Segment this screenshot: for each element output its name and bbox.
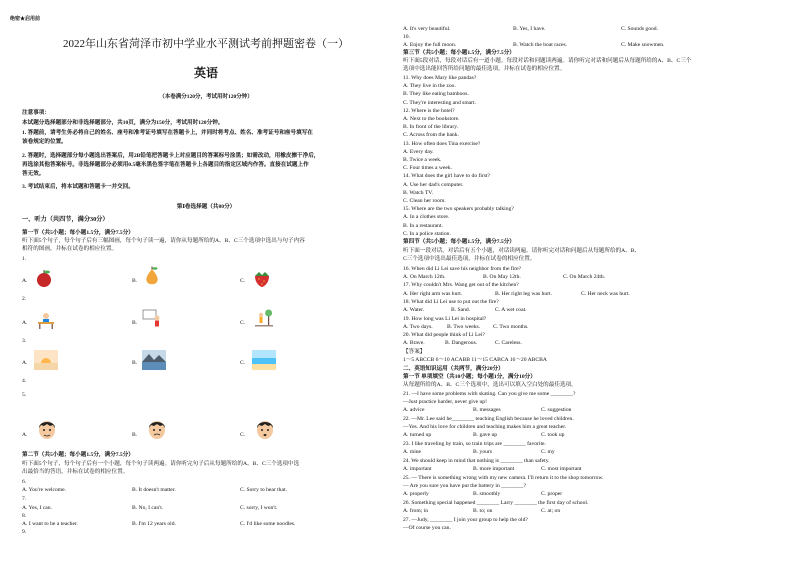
option-line: B. They like eating bamboos. [403,91,469,98]
option-letter: C. [240,360,246,366]
option-line: C. In a police station. [403,230,451,237]
option-b: B. messages [473,407,501,413]
question-number: 10. [403,34,410,40]
option-a: A. mine [403,449,422,455]
sec1-intro: 相符的图画，并标在试卷的相应位置。 [22,246,118,252]
sec1-heading: 第一节（共5小题；每小题1.5分，满分7.5分） [22,230,134,236]
option-c: C. suggestion [541,407,572,413]
question-text: 16. When did Li Lei save his neighbor from the fire? [403,266,522,272]
option-c: C. Careless. [495,340,522,346]
listening-heading: 一、听力（共四节，满分30分） [22,216,109,223]
question-text: —Of course you can. [403,525,451,531]
question-text: —Yes. And his love for children and teaching makes him a great teacher. [403,424,567,430]
option-letter: C. [240,278,246,284]
answer-key: 1～5 ABCCB 6～10 ACABB 11～15 CABCA 16～20 ABCBA [403,357,547,363]
note-line: 该卷规定的位置。 [22,139,67,145]
option-a: A. Her right arm was hurt. [403,291,463,297]
sec3-intro: 听下面5段对话，每段对话后有一道小题。每段对话和问题读两遍。请你听完对话和问题后从每题所给的A、B、C三个 [403,58,692,64]
option-b: B. Yes, I have. [513,26,546,32]
option-b: B. yours [473,449,492,455]
option-b: B. On May 12th. [483,274,521,280]
question-text: 13. How often does Tina exercise? [403,140,481,147]
sec4-heading: 第四节（共5小题；每小题1.5分，满分7.5分） [403,239,515,245]
option-c: C. A wet coat. [495,307,527,313]
option-b: B. Watch the boat races. [513,42,568,48]
question-number: 1. [22,256,27,262]
option-a: A. important [403,466,432,472]
note-line: 再选涂其他答案标号。非选择题部分必须用0.5毫米黑色签字笔在答题卡上各题目的指定区域内作答。直接在试题上作 [22,162,309,168]
sec3-heading: 第三节（共5小题；每小题1.5分，满分7.5分） [403,50,515,56]
sec4-intro: C三个选项中选出最佳选项，并标在试卷的相应位置。 [403,256,536,262]
option-b: B. It doesn't matter. [132,487,176,493]
question-text: 27. —Judy, ________ I join your group to help the old? [403,517,528,523]
question-text: 14. What does the girl have to do first? [403,173,491,180]
question-text: —Just practice harder, never give up! [403,399,487,405]
secret-label: 绝密★启用前 [10,17,41,22]
sec2-heading: 第二节（共5小题；每小题1.5分，满分7.5分） [22,452,134,458]
boy-face-icon [254,418,276,442]
question-number: 8. [22,513,27,519]
option-c: C. took up [541,432,565,438]
option-a: A. advice [403,407,425,413]
option-line: B. In a restaurant. [403,222,443,229]
question-text: 26. Something special happened ________ Larry ________ the first day of school. [403,500,589,506]
option-c: C. most important [541,466,582,472]
sunrise-icon [34,350,58,370]
subject-title: 英语 [193,66,218,80]
option-b: B. smoothly [473,491,501,497]
option-a: A. Two days. [403,324,433,330]
option-letter: A. [22,360,28,366]
strawberry-icon [252,268,272,288]
sec3-intro: 选项中选出能回答所给问题的最佳选项，并标在试卷的相应位置。 [403,66,566,72]
question-text: 21. —I have some problems with skating. Can you give me some ________? [403,391,576,397]
option-a: A. turned up [403,432,432,438]
sec2-intro: 听下面5个句子，每个句子后有一个小题，每个句子读两遍。请你听完句子后从每题所给的A、B、C三个选项中选 [22,461,300,467]
sec2-intro: 出最恰当的答语，并标在试卷的相应位置。 [22,469,129,475]
question-number: 5. [22,392,27,398]
option-b: B. Sand. [451,307,471,313]
option-letter: B. [132,320,138,326]
option-letter: A. [22,432,28,438]
option-c: C. Two months. [493,324,529,330]
option-line: C. Clean her room. [403,198,446,204]
section-heading: 二、英语知识运用（共两节，满分20分） [403,366,504,372]
boy-face-icon [146,418,168,442]
option-c: C. at; on [541,508,561,514]
option-letter: A. [22,320,28,326]
option-line: B. Twice a week. [403,157,442,163]
option-a: A. On March 12th. [403,274,446,280]
note-line: 答无效。 [22,171,45,177]
question-number: 2. [22,296,27,302]
teacher-board-icon [142,308,162,328]
pear-icon [142,266,162,286]
option-c: C. Sounds good. [621,26,658,32]
question-number: 4. [22,378,27,384]
question-text: 20. What did people think of Li Lei? [403,332,485,338]
question-number: 7. [22,496,27,502]
question-text: 24. We should keep in mind that nothing is ________ than safety. [403,458,550,464]
option-b: B. Her right leg was hurt. [495,291,553,297]
option-letter: A. [22,278,28,284]
option-c: C. I'd like some noodles. [240,521,296,527]
option-line: B. Watch TV. [403,189,434,196]
sec4-intro: 听下面一段对话，对话后有五个小题，对话读两遍。请你听完对话和问题后从每题所给的A、B、 [403,248,641,254]
option-letter: B. [132,360,138,366]
part1-title: 第Ⅰ卷选择题（共80分） [176,204,236,210]
question-text: — Are you sure you have put the battery in ________? [403,483,527,489]
option-line: C. Four times a week. [403,165,453,172]
option-c: C. my [541,449,555,455]
option-a: A. Yes, I can. [22,505,52,511]
sub1-heading: 第一节 单项填空（共10小题；每小题1分，满分10分） [403,374,536,380]
question-text: 25. — There is something wrong with my new camera. I'll return it to the shop tomorrow. [403,475,604,481]
option-b: B. gave up [473,432,498,438]
note-line: 1. 答题前，请考生务必将自己的姓名、座号和准考证号填写在答题卡上，并同时将考点、姓名、准考证号和座号填写在 [22,130,313,136]
option-letter: C. [240,432,246,438]
option-line: A. Next to the bookstore. [403,116,460,122]
question-number: 3. [22,338,27,344]
option-c: C. proper [541,491,563,497]
answer-label: 【答案】 [403,349,426,355]
question-text: 22. —Mr. Lee said he________ teaching English because he loved children. [403,416,574,422]
option-b: B. more important [473,466,515,472]
option-c: C. sorry, I won't. [240,505,278,511]
option-letter: B. [132,278,138,284]
question-text: 23. I like traveling by train, so train trips are ________ favorite. [403,441,546,447]
option-line: A. In a clothes store. [403,214,450,221]
sub1-intro: 从每题所给的A、B、C三个选项中，选出可以填入空白处的最佳选项。 [403,382,577,388]
question-text: 11. Why does Mary like pandas? [403,75,477,81]
option-line: A. Every day. [403,148,434,155]
mountain-lake-icon [142,350,166,370]
planting-tree-icon [254,308,274,328]
notes-heading: 注意事项： [22,110,50,116]
option-a: A. properly [403,491,429,497]
option-a: A. It's very beautiful. [403,26,451,32]
note-line: 本试题分选择题部分和非选择题部分，共10页，满分为150分，考试用时120分钟。 [22,120,224,126]
option-line: C. Across from the bank. [403,132,459,139]
option-a: A. You're welcome. [22,487,67,493]
option-a: A. Brave. [403,340,425,346]
option-b: B. to; on [473,508,493,514]
option-line: C. They're interesting and smart. [403,99,476,106]
option-letter: C. [240,320,246,326]
option-c: C. Sorry to hear that. [240,487,287,493]
question-text: 17. Why couldn't Mrs. Wang get out of the kitchen? [403,282,519,288]
boy-face-icon [36,418,58,442]
question-number: 9. [22,529,27,535]
student-at-desk-icon [36,310,56,330]
option-letter: B. [132,432,138,438]
option-line: A. They live in the zoo. [403,83,456,90]
note-line: 2. 答题时，选择题部分每小题选出答案后，用2B铅笔把答题卡上对应题目的答案标号涂黑；如需改动，用橡皮擦干净后， [22,153,320,159]
score-time: （本卷满分120分，考试用时120分钟） [159,94,253,100]
exam-title: 2022年山东省菏泽市初中学业水平测试考前押题密卷（一） [63,38,349,50]
option-a: A. I want to be a teacher. [22,521,78,527]
option-line: A. Use her dad's computer. [403,181,464,188]
option-a: A. from; in [403,508,429,514]
beach-icon [252,350,276,370]
question-text: 18. What did Li Lei use to put out the fire? [403,299,499,305]
option-line: B. In front of the library. [403,124,459,131]
question-number: 6. [22,479,27,485]
option-b: B. Dangerous. [445,340,478,346]
option-b: B. Two weeks. [447,324,481,330]
note-line: 3. 考试结束后，将本试题和答题卡一并交回。 [22,184,134,190]
option-a: A. Water. [403,307,425,313]
question-text: 15. Where are the two speakers probably talking? [403,206,514,213]
option-a: A. Enjoy the full moon. [403,42,457,48]
option-b: B. I'm 12 years old. [132,521,176,527]
question-text: 19. How long was Li Lei in hospital? [403,316,487,322]
option-c: C. On March 24th. [563,274,606,280]
sec1-intro: 听下面5个句子，每个句子后有三幅图画，每个句子读一遍，请你从每题所给的A、B、C三个选项中选出与句子内容 [22,238,305,244]
question-text: 12. Where is the hotel? [403,107,455,114]
apple-icon [34,268,54,288]
option-c: C. Make snowmen. [621,42,665,48]
option-b: B. No, I can't. [132,505,164,511]
option-c: C. Her neck was hurt. [581,291,630,297]
